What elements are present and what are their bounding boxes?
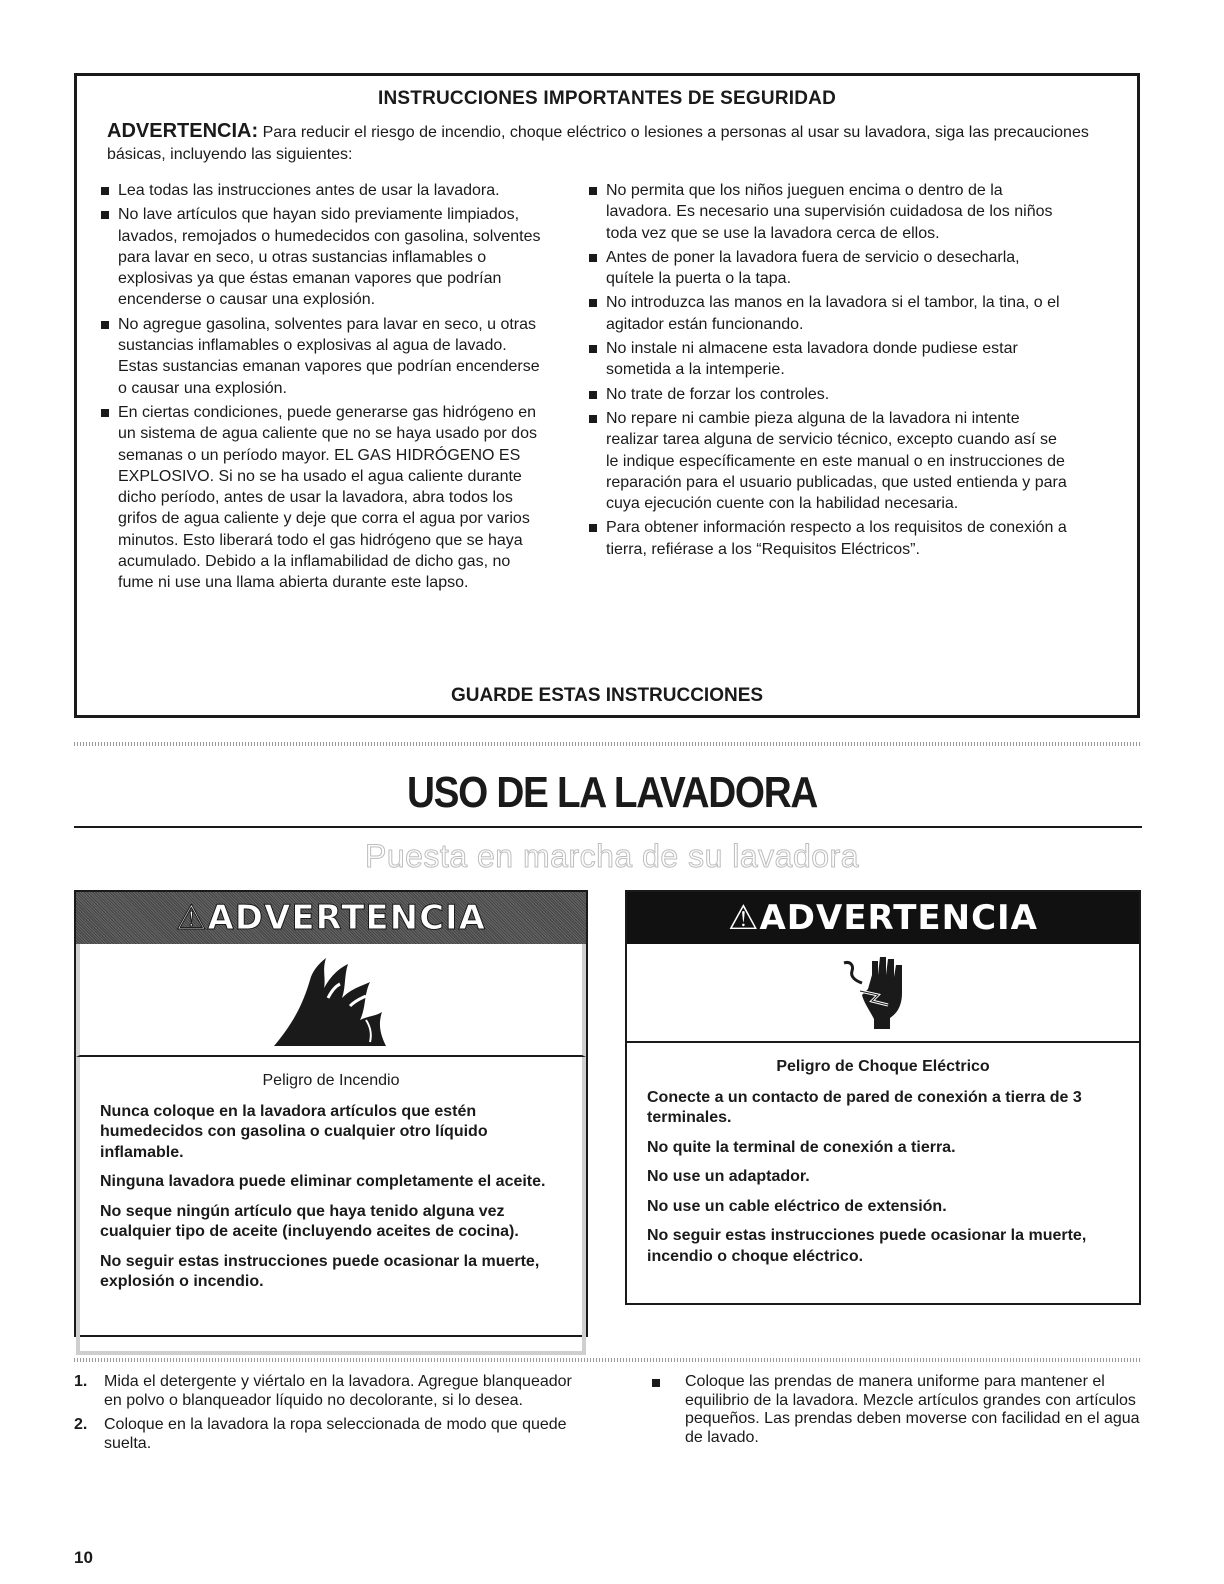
section-subtitle: Puesta en marcha de su lavadora — [364, 838, 859, 874]
warning-paragraph: No quite la terminal de conexión a tierra. — [647, 1138, 956, 1156]
shock-warning-header: ⚠ADVERTENCIA — [627, 892, 1139, 944]
warning-paragraph: No seque ningún artículo que haya tenido alguna vez cualquier tipo de aceite (incluyendo aceites de cocina). — [100, 1202, 519, 1240]
dotted-divider — [74, 742, 1142, 746]
bullet-icon — [589, 345, 597, 353]
warning-intro — [107, 120, 1097, 166]
fire-icon-area — [76, 944, 586, 1057]
bullet-icon — [101, 409, 109, 417]
list-item: No lave artículos que hayan sido previamente limpiados, lavados, remojados o humedecidos con gasolina, solventes para lavar en seco, u otras sustancias inflamables o explosivas ya que éstas emanan vapores que podrían encenderse o causar una explosión. — [101, 204, 541, 310]
bullet-icon — [101, 187, 109, 195]
warning-paragraph: Ninguna lavadora puede eliminar completamente el aceite. — [100, 1173, 546, 1190]
list-item: No agregue gasolina, solventes para lavar en seco, u otras sustancias inflamables o explosivas al agua de lavado. Estas sustancias emanan vapores que podrían encenderse o causar una explosión. — [101, 314, 541, 399]
steps-list — [74, 1373, 594, 1459]
step-number: 1. — [74, 1373, 88, 1390]
step-item: 1. Mida el detergente y viértalo en la lavadora. Agregue blanqueador en polvo o blanqueador líquido no decolorante, si lo desea. — [74, 1373, 572, 1409]
fire-hazard-title: Peligro de Incendio — [262, 1072, 400, 1089]
shock-icon-area — [627, 944, 1139, 1043]
bullet-icon — [589, 299, 597, 307]
safety-list-left — [101, 180, 541, 597]
shock-hazard-title: Peligro de Choque Eléctrico — [776, 1058, 990, 1075]
fire-warning-box — [74, 890, 588, 1337]
fire-warning-body — [76, 1057, 586, 1355]
warning-label: ADVERTENCIA: — [107, 120, 259, 142]
list-item: En ciertas condiciones, puede generarse gas hidrógeno en un sistema de agua caliente que no se haya usado por dos semanas o un período mayor. EL GAS HIDRÓGENO ES EXPLOSIVO. Si no se ha usado el agua caliente durante dicho período, antes de usar la lavadora, abra todos los grifos de agua caliente y deje que corra el agua por varios minutos. Esto liberará todo el gas hidrógeno que se haya acumulado. Debido a la inflamabilidad de dicho gas, no fume ni use una llama abierta durante este lapso. — [101, 402, 541, 594]
step-item: 2. Coloque en la lavadora la ropa seleccionada de modo que quede suelta. — [74, 1416, 567, 1452]
bullet-icon — [589, 415, 597, 423]
warning-paragraph: Nunca coloque en la lavadora artículos que estén humedecidos con gasolina o cualquier otro líquido inflamable. — [100, 1102, 488, 1161]
warning-paragraph: No use un adaptador. — [647, 1168, 810, 1185]
safety-instructions-box — [74, 73, 1140, 718]
fire-warning-header: ⚠ADVERTENCIA — [76, 892, 586, 944]
warning-paragraph: Conecte a un contacto de pared de conexión a tierra de 3 terminales. — [647, 1088, 1082, 1126]
save-instructions-title: GUARDE ESTAS INSTRUCCIONES — [450, 685, 764, 706]
list-item: No trate de forzar los controles. — [589, 384, 1069, 405]
bullet-icon — [101, 211, 109, 219]
shock-warning-body — [627, 1043, 1139, 1267]
list-item: Para obtener información respecto a los requisitos de conexión a tierra, refiérase a los “Requisitos Eléctricos”. — [589, 517, 1069, 560]
warning-paragraph: No seguir estas instrucciones puede ocasionar la muerte, incendio o choque eléctrico. — [647, 1227, 1087, 1265]
safety-list-right — [589, 180, 1069, 563]
list-item: Coloque las prendas de manera uniforme para mantener el equilibrio de la lavadora. Mezcle artículos grandes con artículos pequeños. Las prendas deben moverse con facilidad en el agua de lavado. — [652, 1373, 1142, 1447]
bullet-icon — [589, 391, 597, 399]
dotted-divider — [74, 1358, 1142, 1362]
tips-list — [652, 1373, 1142, 1447]
bullet-icon — [652, 1379, 660, 1387]
safety-title: INSTRUCCIONES IMPORTANTES DE SEGURIDAD — [378, 88, 836, 109]
bullet-icon — [101, 321, 109, 329]
page-number: 10 — [74, 1548, 93, 1567]
step-number: 2. — [74, 1416, 88, 1433]
bullet-icon — [589, 187, 597, 195]
list-item: No permita que los niños jueguen encima o dentro de la lavadora. Es necesario una supervisión cuidadosa de los niños toda vez que se use la lavadora cerca de ellos. — [589, 180, 1069, 244]
section-divider — [74, 826, 1142, 828]
warning-paragraph: No use un cable eléctrico de extensión. — [647, 1197, 947, 1215]
list-item: Antes de poner la lavadora fuera de servicio o desecharla, quítele la puerta o la tapa. — [589, 247, 1069, 290]
list-item: Lea todas las instrucciones antes de usar la lavadora. — [101, 180, 541, 201]
list-item: No introduzca las manos en la lavadora si el tambor, la tina, o el agitador están funcionando. — [589, 292, 1069, 335]
shock-warning-box — [625, 890, 1141, 1305]
fire-icon — [266, 950, 396, 1050]
section-title: USO DE LA LAVADORA — [406, 768, 818, 817]
bullet-icon — [589, 524, 597, 532]
list-item: No instale ni almacene esta lavadora donde pudiese estar sometida a la intemperie. — [589, 338, 1069, 381]
electric-shock-icon — [838, 953, 928, 1033]
bullet-icon — [589, 254, 597, 262]
list-item: No repare ni cambie pieza alguna de la lavadora ni intente realizar tarea alguna de servicio técnico, excepto cuando así se le indique específicamente en este manual o en instrucciones de reparación para el usuario publicadas, que usted entienda y para cuya ejecución cuente con la habilidad necesaria. — [589, 408, 1069, 514]
warning-text: Para reducir el riesgo de incendio, choque eléctrico o lesiones a personas al usar su lavadora, siga las precauciones básicas, incluyendo las siguientes: — [107, 124, 1089, 163]
warning-paragraph: No seguir estas instrucciones puede ocasionar la muerte, explosión o incendio. — [100, 1252, 540, 1290]
